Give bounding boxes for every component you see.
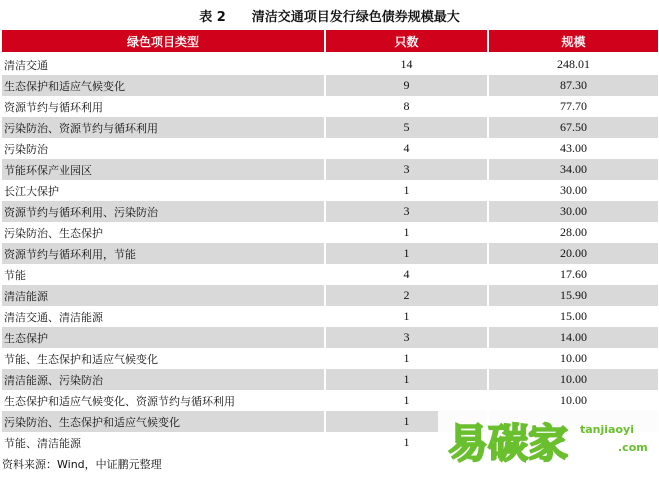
cell-project-type: 节能、清洁能源 bbox=[2, 432, 324, 453]
table-row bbox=[2, 327, 658, 348]
cell-count: 4 bbox=[326, 138, 487, 159]
table-row bbox=[2, 117, 658, 138]
cell-scale: 43.00 bbox=[489, 138, 658, 159]
cell-count: 3 bbox=[326, 327, 487, 348]
cell-project-type: 生态保护和适应气候变化、资源节约与循环利用 bbox=[2, 390, 324, 411]
cell-count: 3 bbox=[326, 201, 487, 222]
cell-scale: 77.70 bbox=[489, 96, 658, 117]
watermark-url: tanjiaoyi bbox=[580, 423, 634, 436]
table-row bbox=[2, 306, 658, 327]
table-row bbox=[2, 96, 658, 117]
cell-count: 3 bbox=[326, 159, 487, 180]
cell-project-type: 污染防治、资源节约与循环利用 bbox=[2, 117, 324, 138]
table-row bbox=[2, 243, 658, 264]
cell-count: 1 bbox=[326, 432, 487, 453]
table-title-text: 清洁交通项目发行绿色债券规模最大 bbox=[251, 9, 460, 25]
table-row bbox=[2, 222, 658, 243]
cell-project-type: 节能、生态保护和适应气候变化 bbox=[2, 348, 324, 369]
cell-count: 1 bbox=[326, 306, 487, 327]
cell-scale: 87.30 bbox=[489, 75, 658, 96]
table-row bbox=[2, 348, 658, 369]
cell-project-type: 污染防治、生态保护 bbox=[2, 222, 324, 243]
cell-count: 8 bbox=[326, 96, 487, 117]
svg-text:易碳家: 易碳家 bbox=[448, 421, 568, 467]
cell-scale: 30.00 bbox=[489, 201, 658, 222]
cell-project-type: 污染防治 bbox=[2, 138, 324, 159]
cell-scale: 67.50 bbox=[489, 117, 658, 138]
cell-project-type: 节能环保产业园区 bbox=[2, 159, 324, 180]
cell-count: 1 bbox=[326, 369, 487, 390]
cell-scale: 15.90 bbox=[489, 285, 658, 306]
cell-count: 14 bbox=[326, 54, 487, 75]
cell-project-type: 资源节约与循环利用 bbox=[2, 96, 324, 117]
cell-count: 1 bbox=[326, 411, 487, 432]
cell-scale: 10.00 bbox=[489, 348, 658, 369]
cell-scale: 15.00 bbox=[489, 306, 658, 327]
table-header-row bbox=[2, 30, 658, 54]
cell-count: 1 bbox=[326, 243, 487, 264]
table-row bbox=[2, 75, 658, 96]
cell-scale: 20.00 bbox=[489, 243, 658, 264]
cell-count: 5 bbox=[326, 117, 487, 138]
cell-project-type: 生态保护 bbox=[2, 327, 324, 348]
header-scale: 规模 bbox=[489, 30, 658, 54]
cell-scale: 10.00 bbox=[489, 369, 658, 390]
table-row bbox=[2, 285, 658, 306]
cell-project-type: 清洁能源、污染防治 bbox=[2, 369, 324, 390]
table-row bbox=[2, 390, 658, 411]
table-row bbox=[2, 264, 658, 285]
cell-project-type: 资源节约与循环利用、污染防治 bbox=[2, 201, 324, 222]
watermark bbox=[438, 409, 659, 473]
cell-scale: 30.00 bbox=[489, 180, 658, 201]
header-project-type: 绿色项目类型 bbox=[2, 30, 324, 54]
cell-count: 1 bbox=[326, 180, 487, 201]
cell-count: 1 bbox=[326, 390, 487, 411]
header-count: 只数 bbox=[326, 30, 487, 54]
cell-count: 4 bbox=[326, 264, 487, 285]
cell-count: 9 bbox=[326, 75, 487, 96]
table-row bbox=[2, 138, 658, 159]
table-number: 表 2 bbox=[199, 9, 226, 25]
cell-project-type: 清洁交通 bbox=[2, 54, 324, 75]
watermark-logo bbox=[446, 413, 576, 469]
source-note: 资料来源：Wind，中证鹏元整理 bbox=[2, 458, 162, 471]
cell-count: 2 bbox=[326, 285, 487, 306]
table-title bbox=[0, 0, 659, 30]
table-row bbox=[2, 201, 658, 222]
cell-project-type: 清洁交通、清洁能源 bbox=[2, 306, 324, 327]
cell-count: 1 bbox=[326, 348, 487, 369]
cell-project-type: 生态保护和适应气候变化 bbox=[2, 75, 324, 96]
watermark-domain: .com bbox=[618, 441, 648, 454]
cell-project-type: 清洁能源 bbox=[2, 285, 324, 306]
green-bond-table bbox=[0, 30, 659, 453]
cell-scale: 14.00 bbox=[489, 327, 658, 348]
table-row bbox=[2, 54, 658, 75]
cell-project-type: 节能 bbox=[2, 264, 324, 285]
cell-scale: 10.00 bbox=[489, 390, 658, 411]
cell-project-type: 资源节约与循环利用，节能 bbox=[2, 243, 324, 264]
cell-scale: 248.01 bbox=[489, 54, 658, 75]
cell-scale: 34.00 bbox=[489, 159, 658, 180]
table-row bbox=[2, 180, 658, 201]
cell-project-type: 长江大保护 bbox=[2, 180, 324, 201]
cell-count: 1 bbox=[326, 222, 487, 243]
table-row bbox=[2, 369, 658, 390]
cell-scale: 28.00 bbox=[489, 222, 658, 243]
cell-project-type: 污染防治、生态保护和适应气候变化 bbox=[2, 411, 324, 432]
table-row bbox=[2, 159, 658, 180]
cell-scale: 17.60 bbox=[489, 264, 658, 285]
